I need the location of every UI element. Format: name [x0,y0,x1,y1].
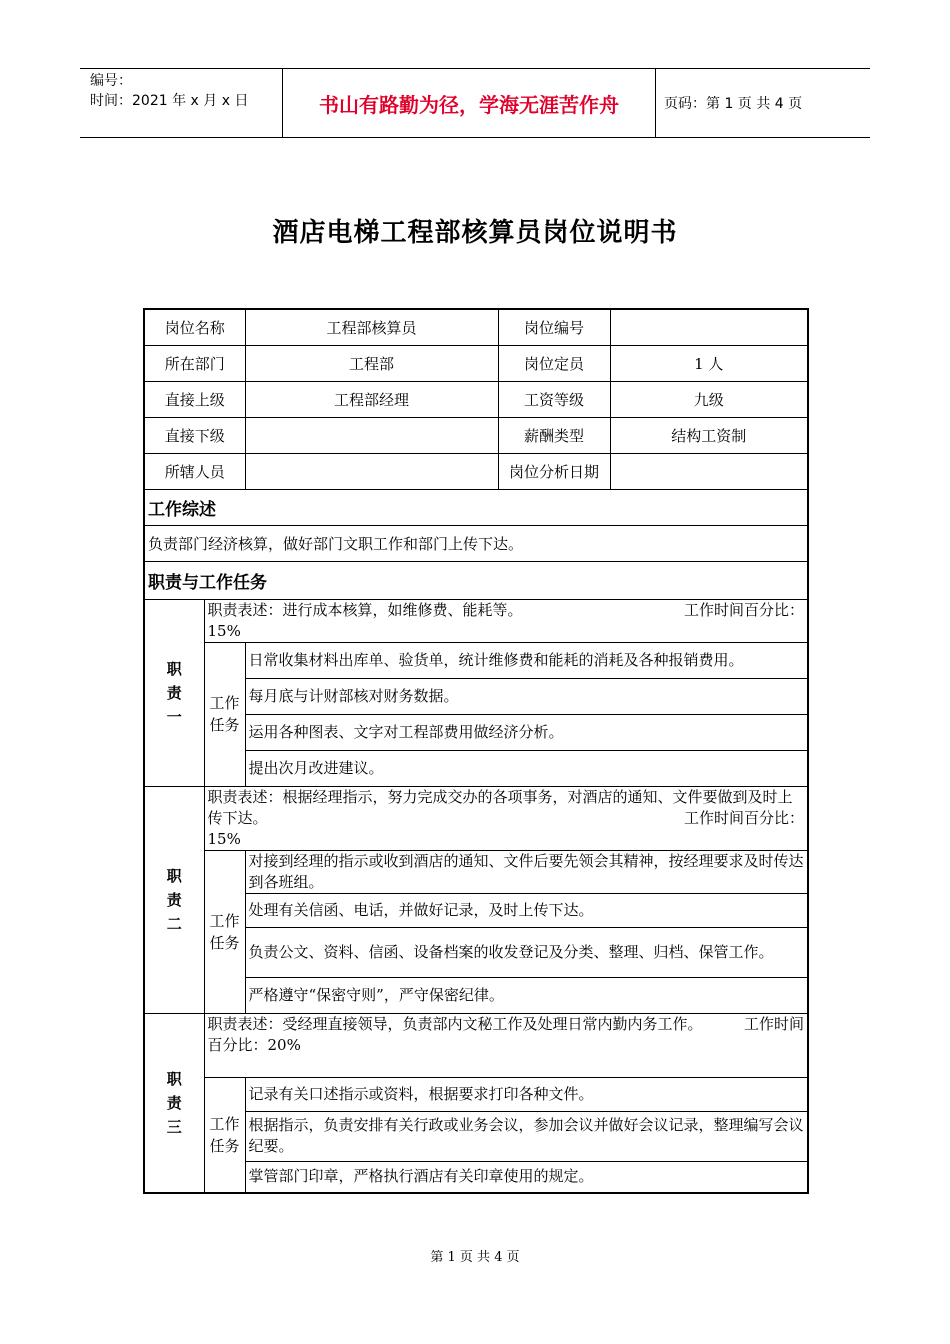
duty-desc-text: 职责表述：进行成本核算，如维修费、能耗等。 [207,600,523,619]
task-item: 运用各种图表、文字对工程部费用做经济分析。 [245,714,808,750]
header-motto-cell [282,69,656,137]
page-footer: 第 1 页 共 4 页 [430,1250,520,1265]
task-item: 日常收集材料出库单、验货单，统计维修费和能耗的消耗及各种报销费用。 [245,642,808,678]
info-row [144,345,808,381]
task-item: 对接到经理的指示或收到酒店的通知、文件后要先领会其精神，按经理要求及时传达到各班组。 [245,850,808,893]
duty-description [204,599,808,642]
task-item: 每月底与计财部核对财务数据。 [245,678,808,714]
time-percent-value: 百分比：20% [207,1035,301,1054]
job-description-table [143,308,809,1194]
task-label: 工作 任务 [204,642,245,786]
info-value: 1 人 [610,345,808,381]
page-info: 页码：第 1 页 共 4 页 [664,96,803,112]
info-value: 工程部经理 [245,381,498,417]
info-row [144,417,808,453]
info-label: 所辖人员 [144,453,245,489]
task-label: 工作 任务 [204,850,245,1013]
task-row [144,850,808,893]
duty-desc-row [144,786,808,850]
info-row [144,453,808,489]
duty-label: 职 责 一 [144,599,204,786]
time-percent-value: 15% [207,829,241,848]
time-percent-value: 15% [207,621,241,640]
time-percent-label: 工作时间百分比： [684,808,805,827]
info-row [144,309,808,345]
duty-desc-row [144,599,808,642]
info-value: 九级 [610,381,808,417]
info-section [144,309,808,489]
header-motto: 书山有路勤为径，学海无涯苦作舟 [319,92,619,117]
info-value [245,453,498,489]
duty-desc-text: 职责表述：受经理直接领导，负责部内文秘工作及处理日常内勤内务工作。 [207,1014,703,1033]
duties-section [144,599,808,1193]
info-row [144,381,808,417]
info-label: 岗位名称 [144,309,245,345]
task-item: 严格遵守“保密守则”，严守保密纪律。 [245,977,808,1013]
header-meta [80,69,282,137]
summary-heading: 工作综述 [144,489,808,525]
duty-desc-text: 职责表述：根据经理指示，努力完成交办的各项事务，对酒店的通知、文件要做到及时上传下达。 [207,787,793,827]
info-value: 工程部 [245,345,498,381]
info-label: 直接上级 [144,381,245,417]
info-label: 所在部门 [144,345,245,381]
task-item: 记录有关口述指示或资料，根据要求打印各种文件。 [245,1077,808,1111]
info-label: 工资等级 [498,381,610,417]
duty-description [204,1013,808,1077]
info-label: 岗位分析日期 [498,453,610,489]
info-value: 工程部核算员 [245,309,498,345]
duty-label: 职 责 二 [144,786,204,1013]
task-item: 负责公文、资料、信函、设备档案的收发登记及分类、整理、归档、保管工作。 [245,927,808,977]
summary-text: 负责部门经济核算，做好部门文职工作和部门上传下达。 [144,525,808,561]
info-value: 结构工资制 [610,417,808,453]
document-header [80,68,870,138]
task-item: 根据指示，负责安排有关行政或业务会议，参加会议并做好会议记录，整理编写会议纪要。 [245,1111,808,1161]
time-percent-label: 工作时间 [744,1014,805,1033]
info-label: 直接下级 [144,417,245,453]
task-label: 工作 任务 [204,1077,245,1193]
info-label: 岗位定员 [498,345,610,381]
task-item: 提出次月改进建议。 [245,750,808,786]
summary-section [144,489,808,599]
task-item: 处理有关信函、电话，并做好记录，及时上传下达。 [245,893,808,927]
info-value [610,309,808,345]
task-item: 掌管部门印章，严格执行酒店有关印章使用的规定。 [245,1161,808,1193]
task-row [144,1077,808,1111]
page-title: 酒店电梯工程部核算员岗位说明书 [272,218,678,248]
info-label: 岗位编号 [498,309,610,345]
duty-description [204,786,808,850]
info-value [245,417,498,453]
time-percent-label: 工作时间百分比： [684,600,805,619]
time-label: 时间：2021 年 x 月 x 日 [90,93,249,109]
duty-desc-row [144,1013,808,1077]
duties-heading: 职责与工作任务 [144,561,808,599]
info-value [610,453,808,489]
info-label: 薪酬类型 [498,417,610,453]
task-row [144,642,808,678]
duty-label: 职 责 三 [144,1013,204,1193]
number-label: 编号： [90,73,132,89]
